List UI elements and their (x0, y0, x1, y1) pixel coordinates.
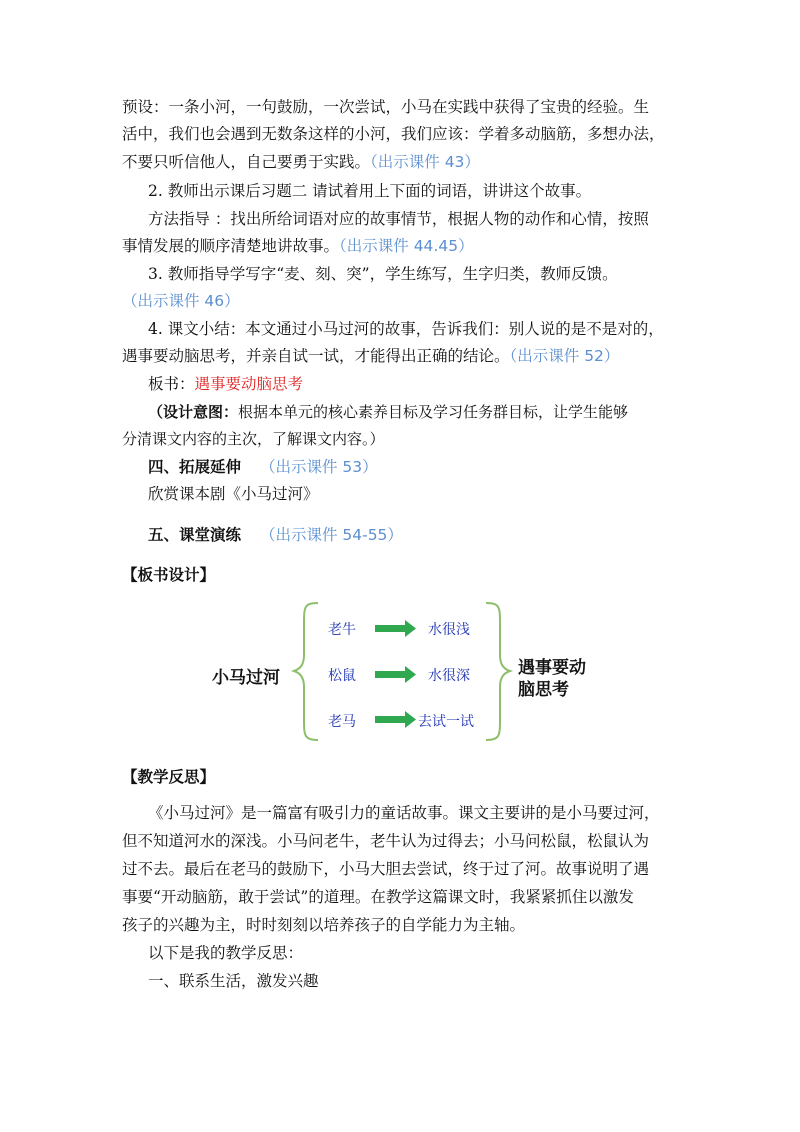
reflection-heading: 【教学反思】 (122, 768, 216, 786)
courseware-ref: （出示课件 53） (259, 458, 378, 476)
text-line: 预设：一条小河，一句鼓励，一次尝试，小马在实践中获得了宝贵的经验。生 (122, 98, 650, 116)
courseware-ref: （出示课件 52） (509, 347, 620, 365)
board-text: 遇事要动脑思考 (194, 375, 304, 393)
text-line: 3. 教师指导学写字“麦、刻、突”，学生练写，生字归类，教师反馈。 (148, 265, 618, 283)
diagram-conclusion: 遇事要动 (518, 658, 586, 678)
diagram-row-left: 老牛 (328, 622, 356, 638)
text-line (122, 235, 474, 257)
diagram-conclusion: 脑思考 (518, 680, 569, 700)
text-line (122, 151, 480, 173)
left-brace (294, 603, 318, 740)
section-title: 五、课堂演练 (148, 526, 242, 544)
text-line: 但不知道河水的深浅。小马问老牛，老牛认为过得去；小马问松鼠，松鼠认为 (122, 832, 650, 850)
diagram-row-left: 老马 (328, 714, 356, 730)
text-line: 欣赏课本剧《小马过河》 (148, 485, 319, 503)
right-brace (486, 603, 510, 740)
text-segment: 遇事要动脑思考，并亲自试一试，才能得出正确的结论。 (122, 347, 510, 365)
courseware-ref: （出示课件 46） (122, 292, 240, 310)
board-design-heading: 【板书设计】 (122, 566, 216, 584)
text-line: 一、联系生活，激发兴趣 (148, 972, 319, 990)
arrow-icon (375, 620, 416, 637)
diagram-row-right: 水很深 (428, 668, 470, 684)
text-line: 孩子的兴趣为主，时时刻刻以培养孩子的自学能力为主轴。 (122, 916, 526, 934)
arrow-icon (375, 711, 416, 728)
courseware-ref: （出示课件 54-55） (259, 526, 403, 544)
design-intent: 分清课文内容的主次，了解课文内容。） (122, 430, 385, 448)
text-segment: 事情发展的顺序清楚地讲故事。 (122, 237, 340, 255)
board-label: 板书： (148, 375, 195, 393)
text-line: 过不去。最后在老马的鼓励下，小马大胆去尝试，终于过了河。故事说明了遇 (122, 860, 650, 878)
arrow-icon (375, 666, 416, 683)
section-title: 四、拓展延伸 (148, 458, 242, 476)
section-heading (148, 524, 403, 546)
board-diagram (200, 595, 620, 745)
text-line: 事要“开动脑筋，敢于尝试”的道理。在教学这篇课文时，我紧紧抓住以激发 (122, 888, 634, 906)
text-line: 活中，我们也会遇到无数条这样的小河，我们应该：学着多动脑筋，多想办法， (122, 125, 665, 143)
text-line: 《小马过河》是一篇富有吸引力的童话故事。课文主要讲的是小马要过河， (148, 804, 660, 822)
courseware-ref: （出示课件 44.45） (339, 237, 474, 255)
text-line: 4. 课文小结：本文通过小马过河的故事，告诉我们：别人说的是不是对的， (148, 320, 664, 338)
diagram-row-right: 水很浅 (428, 622, 470, 638)
diagram-center-title: 小马过河 (212, 668, 280, 688)
text-line: 以下是我的教学反思： (148, 944, 304, 962)
text-segment: 根据本单元的核心素养目标及学习任务群目标，让学生能够 (238, 403, 629, 421)
text-line (148, 373, 303, 395)
text-line (122, 345, 619, 367)
section-heading (148, 456, 378, 478)
text-line: 2. 教师出示课后习题二 请试着用上下面的词语，讲讲这个故事。 (148, 182, 592, 200)
design-intent-head: （设计意图： (148, 403, 239, 421)
diagram-row-right: 去试一试 (418, 714, 474, 730)
diagram-row-left: 松鼠 (328, 668, 356, 684)
design-intent (148, 401, 628, 423)
courseware-ref: （出示课件 43） (370, 153, 480, 171)
text-segment: 不要只听信他人，自己要勇于实践。 (122, 153, 371, 171)
text-line: 方法指导 ：找出所给词语对应的故事情节，根据人物的动作和心情，按照 (148, 210, 649, 228)
